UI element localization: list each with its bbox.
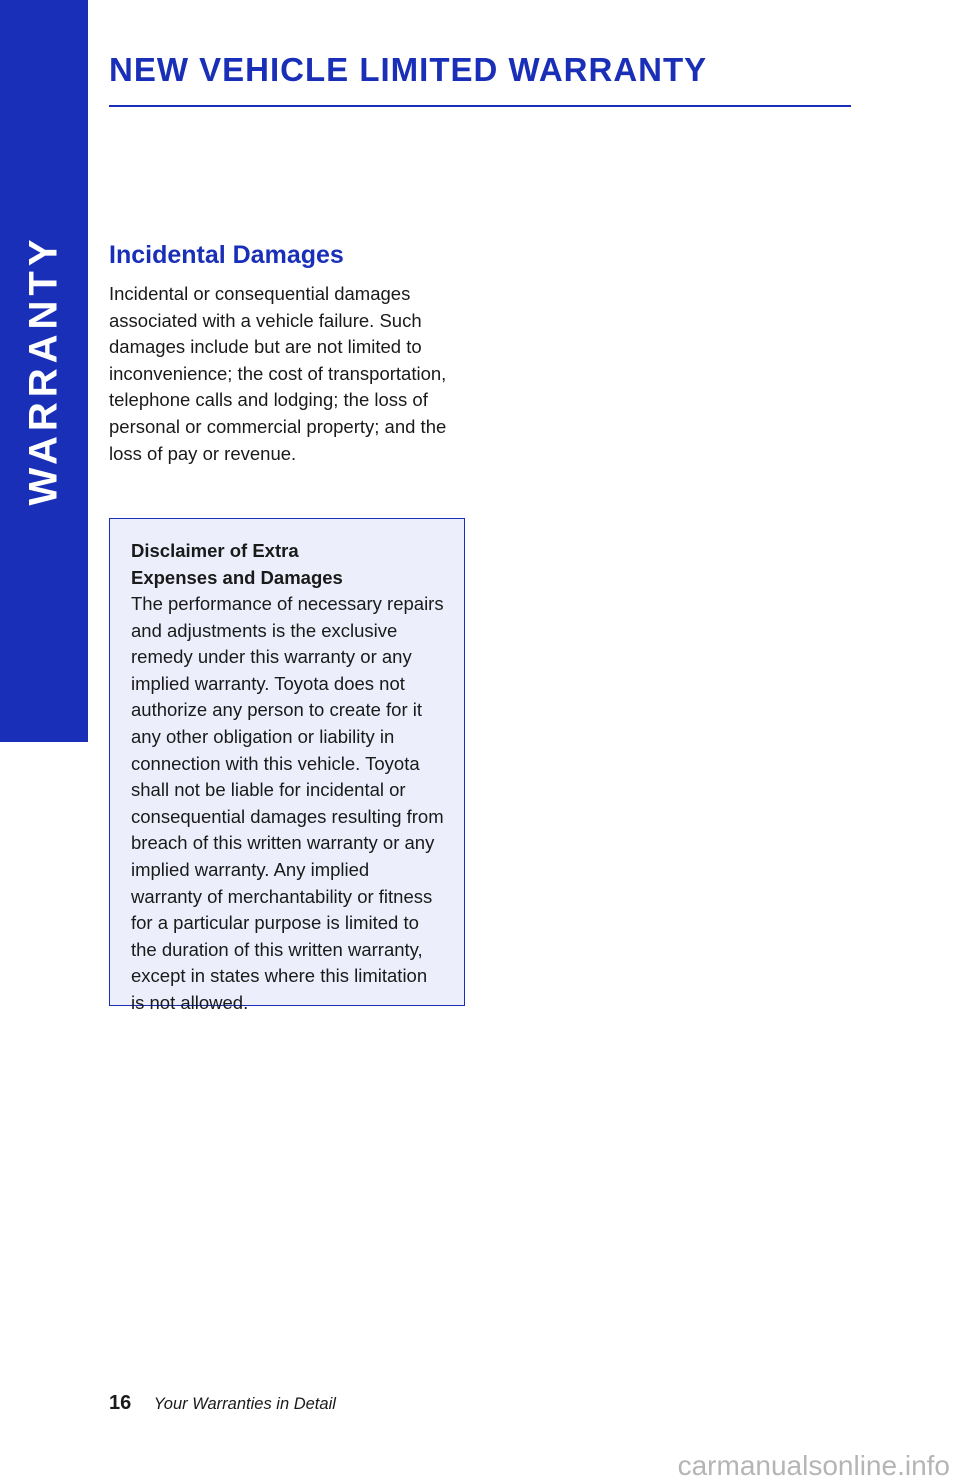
disclaimer-box (109, 518, 465, 1013)
page-number: 16 (109, 1392, 132, 1414)
disclaimer-body: The performance of necessary repairs and adjustments is the exclusive remedy under this warranty or any implied warranty. Toyota does not authorize any person to create for it any other obligation or liability in connection with this vehicle. Toyota shall not be liable for incidental or consequential damages resulting from breach of this written warranty or any implied warranty. Any implied warranty of merchantability or fitness for a particular purpose is limited to the duration of this written warranty, except in states where this limitation is not allowed. (131, 593, 444, 1013)
section-body-incidental: Incidental or consequential damages associated with a vehicle failure. Such damages include but are not limited to inconvenience; the cost of transportation, telephone calls and lodging; the loss of personal or commercial property; and the loss of pay or revenue. (109, 283, 447, 464)
disclaimer-heading-line1: Disclaimer of Extra (131, 540, 299, 561)
disclaimer-heading (131, 537, 444, 591)
watermark: carmanualsonline.info (677, 1450, 950, 1481)
side-tab (0, 0, 88, 742)
section-heading-incidental: Incidental Damages (109, 241, 344, 269)
footer-section-title: Your Warranties in Detail (153, 1395, 336, 1413)
disclaimer-heading-line2: Expenses and Damages (131, 567, 343, 588)
side-tab-label: WARRANTY (21, 234, 66, 506)
title-divider (109, 105, 851, 107)
page-footer (109, 1392, 336, 1415)
page-title: NEW VEHICLE LIMITED WARRANTY (109, 51, 708, 88)
